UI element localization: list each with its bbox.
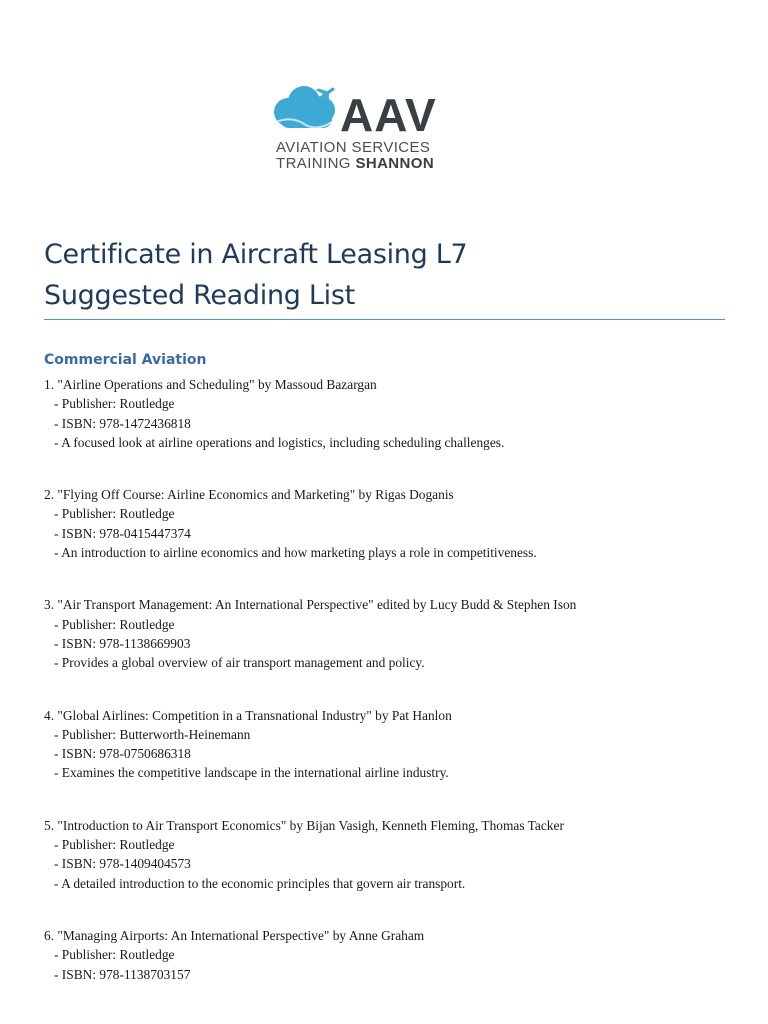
document-title-line1: Certificate in Aircraft Leasing L7 xyxy=(44,239,468,270)
book-publisher: - Publisher: Routledge xyxy=(54,837,175,853)
document-title xyxy=(44,234,467,316)
logo-tagline-training: TRAINING xyxy=(276,155,356,172)
book-isbn: - ISBN: 978-1138703157 xyxy=(54,966,191,982)
book-description: - A focused look at airline operations and logistics, including scheduling challenges. xyxy=(54,434,505,450)
book-title: 5. "Introduction to Air Transport Economics" by Bijan Vasigh, Kenneth Fleming, Thomas Tacker xyxy=(44,817,564,833)
section-heading: Commercial Aviation xyxy=(44,352,207,368)
logo-tagline-line1: AVIATION SERVICES xyxy=(276,139,431,156)
book-entry xyxy=(44,595,744,672)
book-title: 6. "Managing Airports: An International Perspective" by Anne Graham xyxy=(44,927,425,943)
book-publisher: - Publisher: Routledge xyxy=(54,396,175,412)
book-title: 1. "Airline Operations and Scheduling" by Massoud Bazargan xyxy=(44,377,377,392)
logo-tagline-line2 xyxy=(276,156,434,171)
book-description: - Provides a global overview of air transport management and policy. xyxy=(54,655,425,671)
book-entry xyxy=(44,375,744,452)
logo-tagline-shannon: SHANNON xyxy=(355,155,435,172)
logo-wordmark: AAV xyxy=(340,89,437,141)
document-title-line2: Suggested Reading List xyxy=(44,280,355,311)
book-title: 2. "Flying Off Course: Airline Economics and Marketing" by Rigas Doganis xyxy=(44,487,454,503)
book-isbn: - ISBN: 978-1138669903 xyxy=(54,635,191,651)
book-description: - Examines the competitive landscape in the international airline industry. xyxy=(54,765,449,781)
reading-list xyxy=(44,375,744,1017)
book-title: 4. "Global Airlines: Competition in a Transnational Industry" by Pat Hanlon xyxy=(44,707,452,723)
book-description: - A detailed introduction to the economic principles that govern air transport. xyxy=(54,875,466,891)
book-isbn: - ISBN: 978-0750686318 xyxy=(54,746,191,762)
book-entry xyxy=(44,706,744,783)
book-entry xyxy=(44,926,744,984)
book-isbn: - ISBN: 978-0415447374 xyxy=(54,525,191,541)
title-divider xyxy=(44,319,725,320)
book-entry xyxy=(44,485,744,562)
book-publisher: - Publisher: Butterworth-Heinemann xyxy=(54,726,251,742)
book-publisher: - Publisher: Routledge xyxy=(54,616,175,632)
book-entry xyxy=(44,816,744,893)
cloud-plane-icon xyxy=(270,78,342,138)
book-publisher: - Publisher: Routledge xyxy=(54,506,175,522)
book-description: - An introduction to airline economics and how marketing plays a role in competitiveness. xyxy=(54,545,537,561)
book-isbn: - ISBN: 978-1472436818 xyxy=(54,415,191,431)
book-title: 3. "Air Transport Management: An International Perspective" edited by Lucy Budd & Stephen Ison xyxy=(44,597,577,613)
aav-logo xyxy=(270,78,450,174)
book-isbn: - ISBN: 978-1409404573 xyxy=(54,856,191,872)
book-publisher: - Publisher: Routledge xyxy=(54,947,175,963)
